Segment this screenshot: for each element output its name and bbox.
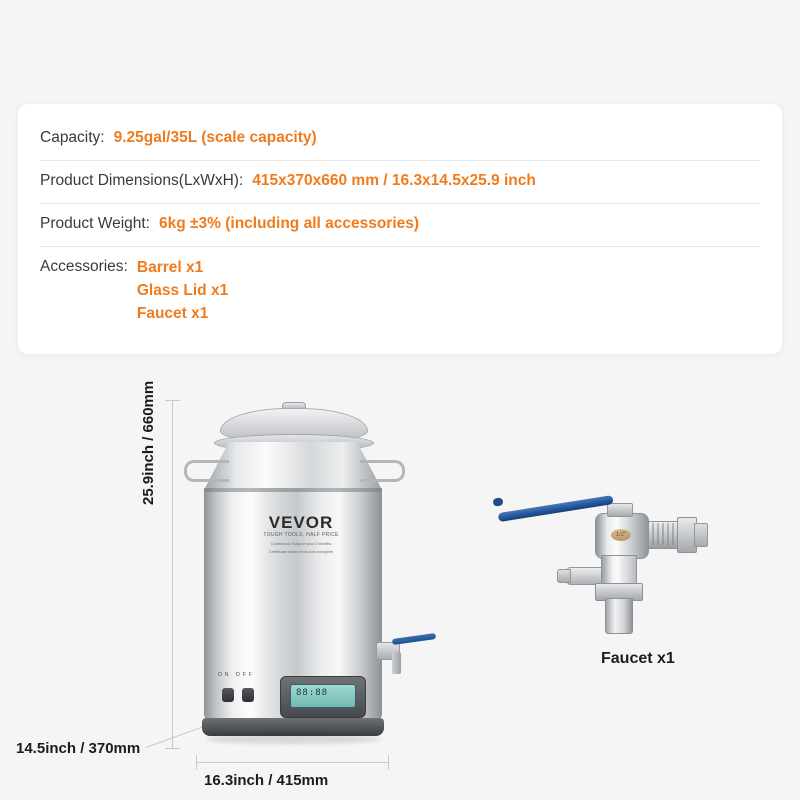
faucet-stem-nut [607, 503, 633, 517]
control-switch-left[interactable] [222, 688, 234, 702]
list-item: Barrel x1 [136, 259, 204, 276]
brand-tagline: TOUGH TOOLS, HALF PRICE [263, 532, 339, 538]
faucet-right-tip [694, 523, 708, 547]
control-panel-display: 88:88 [296, 688, 329, 698]
dimension-line-height [172, 400, 173, 748]
spec-label-accessories: Accessories: [40, 258, 128, 275]
dimension-label-width: 16.3inch / 415mm [204, 772, 329, 789]
spec-label-dimensions: Product Dimensions(LxWxH): [40, 172, 244, 189]
spec-label-capacity: Capacity: [40, 129, 105, 146]
dimension-label-depth: 14.5inch / 370mm [16, 740, 141, 757]
list-item: Glass Lid x1 [136, 282, 229, 299]
brand-name: VEVOR [268, 513, 334, 532]
spec-value-dimensions: 415x370x660 mm / 16.3x14.5x25.9 inch [252, 172, 536, 189]
spec-value-weight: 6kg ±3% (including all accessories) [159, 215, 420, 232]
spec-label-weight: Product Weight: [40, 215, 150, 232]
dimension-cap-top [165, 400, 180, 401]
dimension-cap-bottom [165, 748, 180, 749]
faucet-right-ridges [647, 523, 677, 545]
specification-card [18, 104, 782, 354]
control-switch-right[interactable] [242, 688, 254, 702]
dimension-cap-right [388, 755, 389, 770]
faucet-size-mark: 1/2" [611, 529, 631, 541]
knob-marks-label: ON OFF [218, 672, 255, 678]
faucet-illustration [495, 495, 715, 655]
kettle-shadow [206, 734, 380, 744]
faucet-spout [605, 598, 633, 634]
faucet-side-tip [557, 569, 571, 583]
brand-subline-2: Certificate www.vevor.com complete [268, 549, 334, 554]
dimension-line-width [196, 762, 389, 763]
faucet-caption: Faucet x1 [601, 650, 675, 667]
spec-row-weight [40, 204, 760, 247]
list-item: Faucet x1 [136, 305, 209, 322]
product-diagram [0, 380, 800, 800]
spec-value-capacity: 9.25gal/35L (scale capacity) [113, 129, 317, 146]
handle-right [360, 460, 405, 482]
kettle-faucet-spout [392, 652, 401, 674]
kettle-faucet-handle [392, 633, 436, 645]
kettle-band [204, 488, 382, 492]
accessories-list [137, 256, 228, 325]
spec-row-accessories [40, 247, 760, 336]
dimension-label-height: 25.9inch / 660mm [140, 380, 157, 505]
faucet-lever-tip [492, 497, 503, 506]
brand-mark [256, 514, 346, 555]
brew-kettle-illustration [196, 400, 390, 750]
handle-left [184, 460, 229, 482]
kettle-shoulder [204, 442, 382, 490]
dimension-cap-left [196, 755, 197, 770]
brand-subline-1: Continuous Support and 2 Months [270, 541, 332, 546]
spec-row-capacity [40, 118, 760, 161]
spec-row-dimensions [40, 161, 760, 204]
